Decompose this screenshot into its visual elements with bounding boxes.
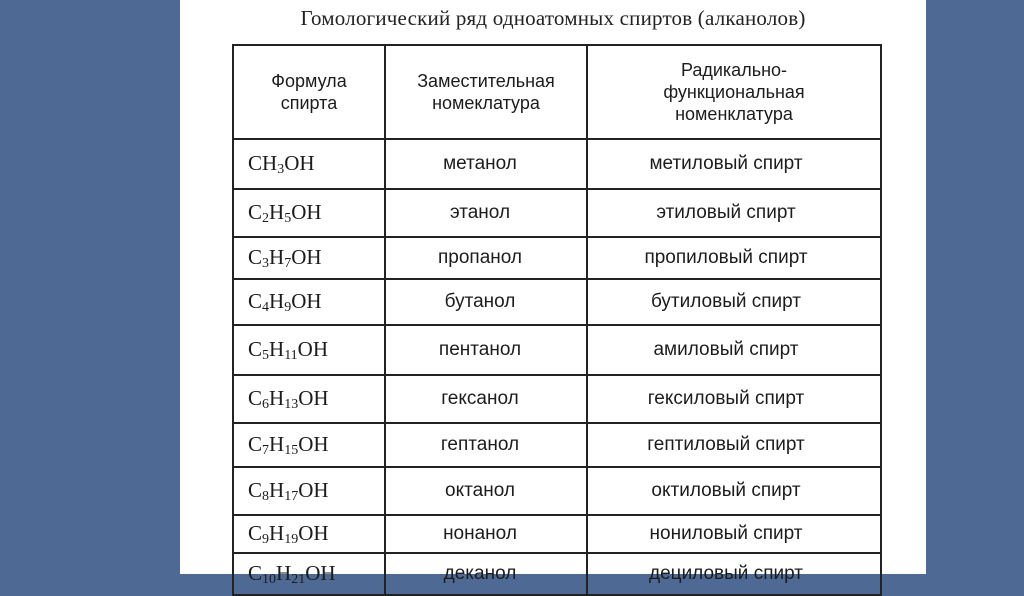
table-row (234, 468, 880, 516)
table-title: Гомологический ряд одноатомных спиртов (алканолов) (300, 6, 806, 30)
formula-text: $C_8H_{17}OH$ (248, 477, 329, 504)
table-row (234, 280, 880, 326)
table-row (234, 238, 880, 280)
table-row (234, 554, 880, 596)
formula-text: $C_7H_{15}OH$ (248, 431, 329, 458)
header-formula: Формула спирта (234, 46, 386, 138)
formula-text: $C_5H_{11}OH$ (248, 336, 329, 363)
systematic-name-cell: деканол (386, 554, 588, 594)
formula-cell (234, 238, 386, 278)
table-header-row (234, 46, 880, 140)
formula-text: $C_4H_9OH$ (248, 288, 322, 315)
radical-name-cell: гексиловый спирт (647, 388, 805, 409)
systematic-name-cell: пропанол (386, 238, 588, 278)
systematic-name-cell: пентанол (386, 326, 588, 374)
systematic-name-cell: нонанол (386, 516, 588, 552)
table-row (234, 376, 880, 424)
radical-name-cell: метиловый спирт (649, 153, 803, 174)
formula-text: $C_6H_{13}OH$ (248, 385, 329, 412)
radical-name-cell: гептиловый спирт (647, 434, 805, 455)
systematic-name-cell: гексанол (386, 376, 588, 422)
radical-name-cell: амиловый спирт (653, 339, 799, 360)
formula-text: $C_2H_5OH$ (248, 199, 322, 226)
radical-name-cell: дециловый спирт (649, 563, 803, 584)
formula-cell (234, 516, 386, 552)
table-row (234, 190, 880, 238)
homologous-series-table (232, 44, 882, 596)
radical-name-cell: нониловый спирт (649, 523, 803, 544)
radical-name-cell: октиловый спирт (651, 480, 801, 501)
table-row (234, 326, 880, 376)
header-systematic: Заместительная номеклатура (386, 46, 588, 138)
formula-cell (234, 424, 386, 466)
formula-text: $C_3H_7OH$ (248, 244, 322, 271)
slide-page (180, 0, 926, 587)
header-radical-functional: Радикально- функциональная номенклатура (663, 60, 805, 124)
table-row (234, 424, 880, 468)
formula-text: $CH_3OH$ (248, 150, 315, 177)
formula-cell (234, 140, 386, 188)
radical-name-cell: бутиловый спирт (650, 291, 802, 312)
formula-text: $C_9H_{19}OH$ (248, 520, 329, 547)
table-row (234, 516, 880, 554)
formula-cell (234, 326, 386, 374)
systematic-name-cell: метанол (386, 140, 588, 188)
formula-cell (234, 554, 386, 594)
formula-cell (234, 190, 386, 236)
table-body (234, 140, 880, 596)
table-row (234, 140, 880, 190)
formula-cell (234, 280, 386, 324)
formula-cell (234, 376, 386, 422)
systematic-name-cell: октанол (386, 468, 588, 514)
radical-name-cell: пропиловый спирт (644, 247, 808, 268)
radical-name-cell: этиловый спирт (656, 202, 796, 223)
formula-text: $C_{10}H_{21}OH$ (248, 560, 336, 587)
systematic-name-cell: бутанол (386, 280, 588, 324)
systematic-name-cell: этанол (386, 190, 588, 236)
systematic-name-cell: гептанол (386, 424, 588, 466)
formula-cell (234, 468, 386, 514)
